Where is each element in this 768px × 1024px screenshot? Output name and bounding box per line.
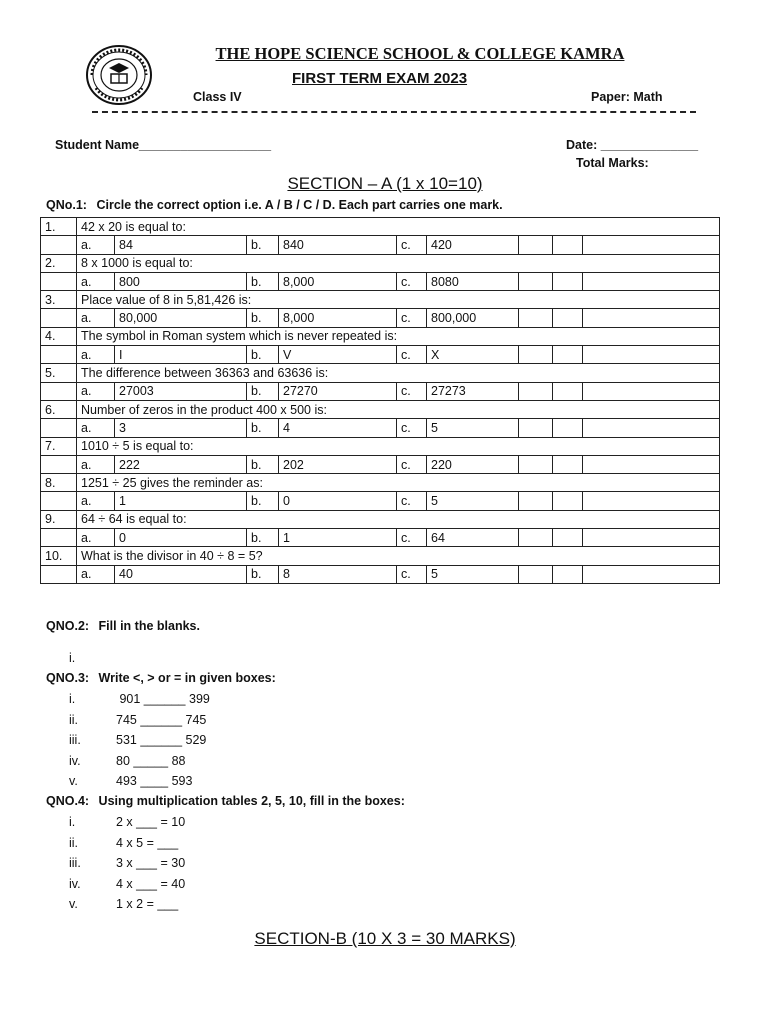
question-text: Place value of 8 in 5,81,426 is: bbox=[77, 291, 720, 309]
option-value[interactable]: 0 bbox=[279, 492, 397, 510]
option-value[interactable]: X bbox=[427, 346, 519, 364]
empty-cell bbox=[519, 346, 553, 364]
list-item-text: 531 ______ 529 bbox=[116, 733, 207, 747]
question-row bbox=[41, 547, 720, 565]
empty-cell bbox=[553, 236, 583, 254]
question-text: 42 x 20 is equal to: bbox=[77, 218, 720, 236]
list-item-text: 745 ______ 745 bbox=[116, 712, 207, 727]
date-field: Date: ______________ bbox=[566, 138, 699, 152]
question-number: 9. bbox=[41, 510, 77, 528]
empty-cell bbox=[583, 309, 720, 327]
option-value[interactable]: 5 bbox=[427, 492, 519, 510]
empty-cell bbox=[553, 529, 583, 547]
empty-cell bbox=[41, 492, 77, 510]
option-letter: c. bbox=[397, 236, 427, 254]
empty-cell bbox=[41, 565, 77, 583]
empty-cell bbox=[519, 529, 553, 547]
question-row bbox=[41, 327, 720, 345]
empty-cell bbox=[583, 346, 720, 364]
empty-cell bbox=[519, 455, 553, 473]
option-value[interactable]: 5 bbox=[427, 565, 519, 583]
empty-cell bbox=[553, 272, 583, 290]
question-row bbox=[41, 400, 720, 418]
empty-cell bbox=[41, 529, 77, 547]
options-row bbox=[41, 529, 720, 547]
option-value[interactable]: 8,000 bbox=[279, 272, 397, 290]
empty-cell bbox=[519, 565, 553, 583]
list-item-text: 1 x 2 = ___ bbox=[116, 897, 179, 911]
option-letter: b. bbox=[247, 492, 279, 510]
list-item-number: iii. bbox=[69, 733, 81, 747]
empty-cell bbox=[583, 382, 720, 400]
option-value[interactable]: 8080 bbox=[427, 272, 519, 290]
option-letter: b. bbox=[247, 346, 279, 364]
option-value[interactable]: 222 bbox=[115, 455, 247, 473]
list-item-number: ii. bbox=[69, 835, 79, 850]
option-letter: a. bbox=[77, 309, 115, 327]
option-value[interactable]: 800,000 bbox=[427, 309, 519, 327]
paper-label: Paper: Math bbox=[591, 90, 663, 104]
question-number: 1. bbox=[41, 218, 77, 236]
option-letter: b. bbox=[247, 419, 279, 437]
mcq-table bbox=[40, 217, 720, 584]
q2-label: QNO.2: bbox=[46, 619, 90, 633]
option-value[interactable]: 40 bbox=[115, 565, 247, 583]
q3-instruction: Write <, > or = in given boxes: bbox=[98, 671, 276, 685]
list-item-number: iv. bbox=[69, 753, 81, 768]
option-letter: a. bbox=[77, 455, 115, 473]
q2-heading bbox=[46, 619, 200, 633]
question-number: 2. bbox=[41, 254, 77, 272]
empty-cell bbox=[519, 492, 553, 510]
option-value[interactable]: 420 bbox=[427, 236, 519, 254]
empty-cell bbox=[519, 309, 553, 327]
option-value[interactable]: 8 bbox=[279, 565, 397, 583]
list-item-number: iv. bbox=[69, 876, 81, 891]
option-value[interactable]: 3 bbox=[115, 419, 247, 437]
list-item-text: 4 x 5 = ___ bbox=[116, 835, 179, 850]
option-letter: a. bbox=[77, 382, 115, 400]
empty-cell bbox=[583, 492, 720, 510]
option-value[interactable]: 4 bbox=[279, 419, 397, 437]
option-letter: c. bbox=[397, 529, 427, 547]
option-letter: c. bbox=[397, 419, 427, 437]
question-row bbox=[41, 437, 720, 455]
list-item-text: 2 x ___ = 10 bbox=[116, 815, 186, 829]
question-text: 8 x 1000 is equal to: bbox=[77, 254, 720, 272]
option-value[interactable]: 27003 bbox=[115, 382, 247, 400]
question-text: The difference between 36363 and 63636 is: bbox=[77, 364, 720, 382]
option-value[interactable]: 8,000 bbox=[279, 309, 397, 327]
empty-cell bbox=[583, 272, 720, 290]
q1-instruction: Circle the correct option i.e. A / B / C / D. Each part carries one mark. bbox=[96, 198, 503, 212]
option-letter: a. bbox=[77, 419, 115, 437]
empty-cell bbox=[519, 382, 553, 400]
question-row bbox=[41, 254, 720, 272]
q3-label: QNO.3: bbox=[46, 671, 90, 685]
section-a-title: SECTION – A (1 x 10=10) bbox=[287, 174, 483, 193]
option-letter: a. bbox=[77, 236, 115, 254]
option-value[interactable]: 800 bbox=[115, 272, 247, 290]
option-value[interactable]: 80,000 bbox=[115, 309, 247, 327]
class-label: Class IV bbox=[193, 90, 242, 104]
option-value[interactable]: 5 bbox=[427, 419, 519, 437]
empty-cell bbox=[553, 309, 583, 327]
empty-cell bbox=[583, 455, 720, 473]
q4-heading bbox=[46, 794, 405, 808]
list-item-text: 901 ______ 399 bbox=[116, 692, 210, 706]
option-letter: c. bbox=[397, 382, 427, 400]
option-value[interactable]: I bbox=[115, 346, 247, 364]
options-row bbox=[41, 236, 720, 254]
school-name: THE HOPE SCIENCE SCHOOL & COLLEGE KAMRA bbox=[215, 44, 625, 63]
option-value[interactable]: 64 bbox=[427, 529, 519, 547]
empty-cell bbox=[41, 419, 77, 437]
option-letter: c. bbox=[397, 272, 427, 290]
empty-cell bbox=[519, 419, 553, 437]
q1-heading bbox=[46, 198, 503, 212]
option-value[interactable]: 84 bbox=[115, 236, 247, 254]
options-row bbox=[41, 309, 720, 327]
empty-cell bbox=[553, 419, 583, 437]
options-row bbox=[41, 419, 720, 437]
question-number: 3. bbox=[41, 291, 77, 309]
empty-cell bbox=[583, 419, 720, 437]
empty-cell bbox=[553, 455, 583, 473]
options-row bbox=[41, 455, 720, 473]
option-value[interactable]: 27273 bbox=[427, 382, 519, 400]
question-row bbox=[41, 510, 720, 528]
question-text: Number of zeros in the product 400 x 500 is: bbox=[77, 400, 720, 418]
question-row bbox=[41, 364, 720, 382]
question-row bbox=[41, 218, 720, 236]
empty-cell bbox=[519, 272, 553, 290]
empty-cell bbox=[41, 272, 77, 290]
question-number: 8. bbox=[41, 474, 77, 492]
option-letter: b. bbox=[247, 236, 279, 254]
option-letter: b. bbox=[247, 529, 279, 547]
list-item-number: v. bbox=[69, 897, 78, 911]
empty-cell bbox=[583, 236, 720, 254]
options-row bbox=[41, 272, 720, 290]
list-item-number: ii. bbox=[69, 712, 79, 727]
option-value[interactable]: 202 bbox=[279, 455, 397, 473]
empty-cell bbox=[553, 565, 583, 583]
list-item-text: 493 ____ 593 bbox=[116, 774, 193, 788]
option-letter: a. bbox=[77, 492, 115, 510]
empty-cell bbox=[41, 455, 77, 473]
question-text: 64 ÷ 64 is equal to: bbox=[77, 510, 720, 528]
option-value[interactable]: 1 bbox=[115, 492, 247, 510]
empty-cell bbox=[41, 236, 77, 254]
list-item-text: 4 x ___ = 40 bbox=[116, 876, 186, 891]
q4-label: QNO.4: bbox=[46, 794, 90, 808]
question-row bbox=[41, 291, 720, 309]
empty-cell bbox=[41, 346, 77, 364]
question-number: 6. bbox=[41, 400, 77, 418]
list-item-number: v. bbox=[69, 774, 78, 788]
question-text: What is the divisor in 40 ÷ 8 = 5? bbox=[77, 547, 720, 565]
q2-item-number: i. bbox=[69, 651, 76, 665]
option-letter: b. bbox=[247, 455, 279, 473]
list-item-number: i. bbox=[69, 815, 76, 829]
options-row bbox=[41, 492, 720, 510]
empty-cell bbox=[41, 382, 77, 400]
question-number: 10. bbox=[41, 547, 77, 565]
question-text: 1010 ÷ 5 is equal to: bbox=[77, 437, 720, 455]
option-letter: b. bbox=[247, 272, 279, 290]
list-item-text: 3 x ___ = 30 bbox=[116, 856, 186, 870]
q1-label: QNo.1: bbox=[46, 198, 87, 212]
list-item-text: 80 _____ 88 bbox=[116, 753, 186, 768]
list-item-number: iii. bbox=[69, 856, 81, 870]
empty-cell bbox=[583, 565, 720, 583]
option-letter: c. bbox=[397, 346, 427, 364]
separator-line bbox=[92, 111, 696, 113]
empty-cell bbox=[583, 529, 720, 547]
option-letter: a. bbox=[77, 346, 115, 364]
options-row bbox=[41, 565, 720, 583]
question-row bbox=[41, 474, 720, 492]
question-text: The symbol in Roman system which is never repeated is: bbox=[77, 327, 720, 345]
empty-cell bbox=[41, 309, 77, 327]
empty-cell bbox=[519, 236, 553, 254]
option-letter: b. bbox=[247, 309, 279, 327]
option-letter: c. bbox=[397, 565, 427, 583]
question-number: 4. bbox=[41, 327, 77, 345]
q2-instruction: Fill in the blanks. bbox=[98, 619, 200, 633]
section-b-title: SECTION-B (10 X 3 = 30 MARKS) bbox=[254, 929, 516, 948]
option-letter: a. bbox=[77, 529, 115, 547]
question-number: 7. bbox=[41, 437, 77, 455]
student-name-field: Student Name___________________ bbox=[55, 138, 272, 152]
empty-cell bbox=[553, 492, 583, 510]
option-letter: a. bbox=[77, 272, 115, 290]
options-row bbox=[41, 382, 720, 400]
option-value[interactable]: 27270 bbox=[279, 382, 397, 400]
option-letter: c. bbox=[397, 309, 427, 327]
q4-instruction: Using multiplication tables 2, 5, 10, fill in the boxes: bbox=[98, 794, 405, 808]
option-value[interactable]: 1 bbox=[279, 529, 397, 547]
question-text: 1251 ÷ 25 gives the reminder as: bbox=[77, 474, 720, 492]
q3-heading bbox=[46, 671, 276, 685]
option-value[interactable]: V bbox=[279, 346, 397, 364]
option-letter: c. bbox=[397, 455, 427, 473]
option-letter: a. bbox=[77, 565, 115, 583]
option-letter: b. bbox=[247, 382, 279, 400]
total-marks-field: Total Marks: bbox=[576, 156, 649, 170]
exam-title: FIRST TERM EXAM 2023 bbox=[292, 70, 468, 87]
option-value[interactable]: 220 bbox=[427, 455, 519, 473]
options-row bbox=[41, 346, 720, 364]
empty-cell bbox=[553, 346, 583, 364]
option-value[interactable]: 840 bbox=[279, 236, 397, 254]
school-logo bbox=[84, 44, 154, 106]
option-letter: c. bbox=[397, 492, 427, 510]
question-number: 5. bbox=[41, 364, 77, 382]
option-letter: b. bbox=[247, 565, 279, 583]
empty-cell bbox=[553, 382, 583, 400]
list-item-number: i. bbox=[69, 692, 76, 706]
option-value[interactable]: 0 bbox=[115, 529, 247, 547]
